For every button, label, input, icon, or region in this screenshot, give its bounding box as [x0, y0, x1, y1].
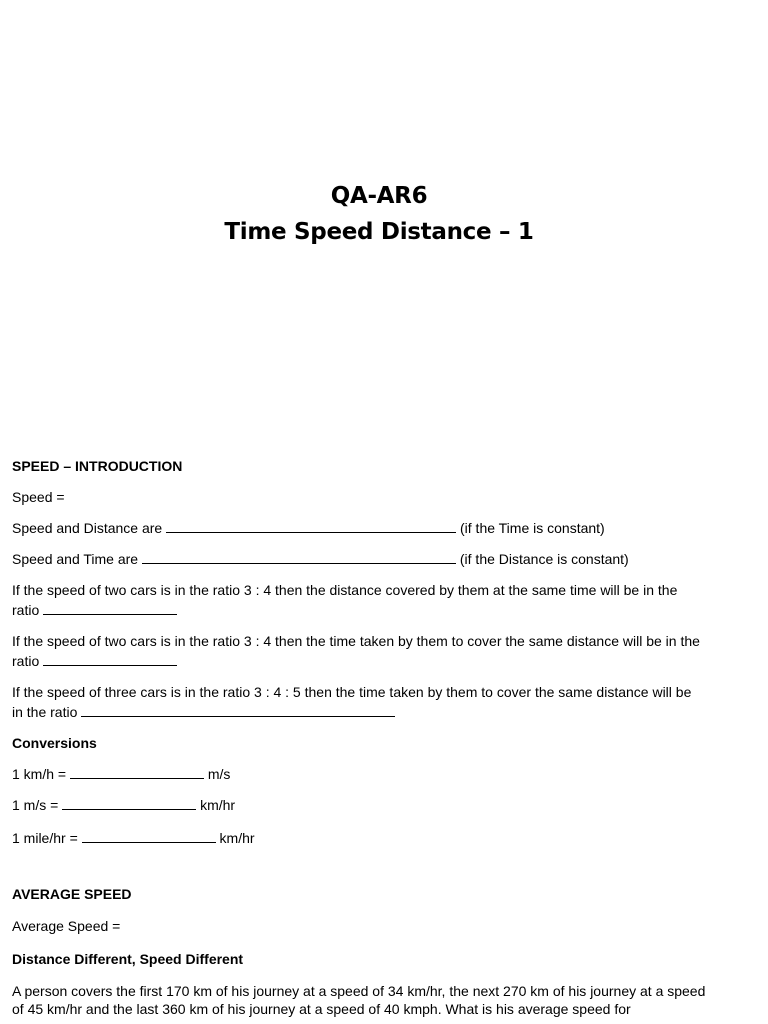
average-speed-problem: A person covers the first 170 km of his journey at a speed of 34 km/hr, the next 270 km of his journey at a speed of 45 km/hr and the last 360 km of his journey at a speed of 40 kmph. What is his average speed for	[12, 983, 706, 1017]
ratio-question-text: If the speed of two cars is in the ratio 3 : 4 then the distance covered by them at the same time will be in the ratio	[12, 582, 678, 618]
conversion-suffix: km/hr	[200, 797, 236, 813]
answer-blank[interactable]	[43, 652, 177, 666]
conversion-suffix: m/s	[207, 766, 231, 782]
speed-time-suffix: (if the Distance is constant)	[459, 551, 629, 567]
speed-label: Speed =	[12, 489, 65, 505]
answer-blank[interactable]	[62, 796, 196, 810]
document-title: Time Speed Distance – 1	[224, 219, 534, 245]
ratio-question-text: If the speed of two cars is in the ratio 3 : 4 then the time taken by them to cover the same distance will be in the ratio	[12, 633, 700, 669]
subheading-distance-speed-different: Distance Different, Speed Different	[12, 951, 244, 967]
title-block	[0, 178, 758, 250]
section-heading-speed-intro: SPEED – INTRODUCTION	[12, 458, 183, 474]
conversion-prefix: 1 m/s =	[12, 797, 59, 813]
section-heading-average-speed: AVERAGE SPEED	[12, 886, 132, 902]
answer-blank[interactable]	[82, 829, 216, 843]
answer-blank[interactable]	[166, 519, 456, 533]
ratio-question-distance	[12, 580, 706, 620]
speed-definition	[12, 487, 706, 507]
section-heading-conversions: Conversions	[12, 735, 97, 751]
answer-blank[interactable]	[43, 601, 177, 615]
average-speed-definition	[12, 916, 706, 936]
conversion-prefix: 1 mile/hr =	[12, 830, 78, 846]
conversion-kmh-to-ms	[12, 764, 706, 784]
conversion-ms-to-kmh	[12, 795, 706, 815]
answer-blank[interactable]	[142, 550, 456, 564]
speed-time-prefix: Speed and Time are	[12, 551, 139, 567]
answer-blank[interactable]	[70, 765, 204, 779]
document-body	[12, 456, 706, 1018]
speed-distance-line	[12, 518, 706, 538]
document-code: QA-AR6	[330, 183, 428, 209]
speed-distance-prefix: Speed and Distance are	[12, 520, 163, 536]
ratio-question-three-cars	[12, 682, 706, 722]
speed-distance-suffix: (if the Time is constant)	[460, 520, 605, 536]
speed-time-line	[12, 549, 706, 569]
ratio-question-time	[12, 631, 706, 671]
average-speed-label: Average Speed =	[12, 918, 121, 934]
ratio-question-text: If the speed of three cars is in the ratio 3 : 4 : 5 then the time taken by them to cover the same distance will be in the ratio	[12, 684, 692, 720]
conversion-prefix: 1 km/h =	[12, 766, 67, 782]
conversion-mileh-to-kmh	[12, 828, 706, 848]
conversion-suffix: km/hr	[219, 830, 255, 846]
answer-blank[interactable]	[81, 703, 395, 717]
